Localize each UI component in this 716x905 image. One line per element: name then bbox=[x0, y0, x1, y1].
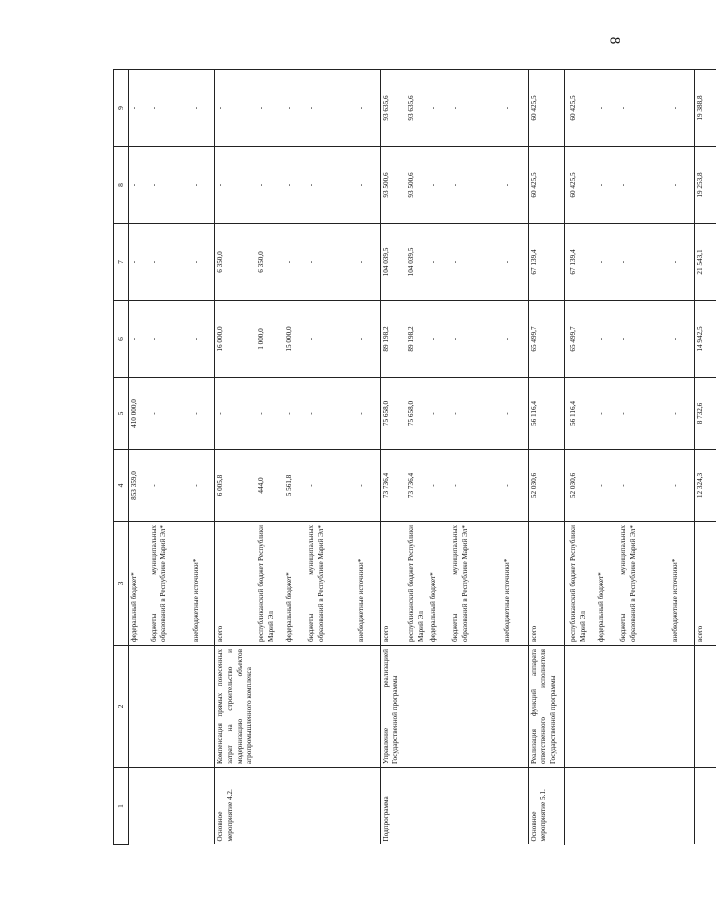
row-funding-source-cell: федеральный бюджет* bbox=[284, 522, 306, 646]
year-value-cell: 73 736,4 bbox=[406, 450, 428, 522]
table-row bbox=[406, 70, 428, 845]
year-value-cell: - bbox=[618, 70, 670, 147]
table-row bbox=[618, 70, 670, 845]
table-row bbox=[528, 70, 568, 845]
year-value-cell: - bbox=[502, 301, 528, 378]
year-value-cell: - bbox=[306, 224, 356, 301]
year-value-cell: 75 658,0 bbox=[380, 378, 406, 450]
table-row bbox=[450, 70, 502, 845]
row-description-cell bbox=[406, 646, 428, 768]
row-funding-source-cell: бюджеты муниципальных образований в Республике Марий Эл* bbox=[306, 522, 356, 646]
year-value-cell: 6 350,0 bbox=[215, 224, 256, 301]
column-header: 7 bbox=[114, 224, 129, 301]
year-value-cell: - bbox=[502, 378, 528, 450]
table-row bbox=[284, 70, 306, 845]
row-activity-cell: Подпрограмма bbox=[380, 768, 406, 845]
year-value-cell: - bbox=[596, 147, 618, 224]
year-value-cell: - bbox=[618, 224, 670, 301]
year-value-cell: - bbox=[450, 450, 502, 522]
year-value-cell: 6 005,8 bbox=[215, 450, 256, 522]
column-header: 1 bbox=[114, 768, 129, 845]
table-row bbox=[694, 70, 716, 845]
table-row bbox=[306, 70, 356, 845]
year-value-cell: 1 000,0 bbox=[256, 301, 284, 378]
row-activity-cell bbox=[670, 768, 694, 845]
year-value-cell: - bbox=[149, 70, 191, 147]
row-activity-cell bbox=[191, 768, 215, 845]
row-description-cell: Управление реализацией Государственной программы bbox=[380, 646, 406, 768]
year-value-cell: - bbox=[191, 70, 215, 147]
table-row bbox=[149, 70, 191, 845]
budget-table bbox=[113, 69, 716, 845]
year-value-cell: 410 000,0 bbox=[129, 378, 149, 450]
year-value-cell: - bbox=[596, 450, 618, 522]
year-value-cell: - bbox=[502, 70, 528, 147]
year-value-cell: - bbox=[256, 147, 284, 224]
year-value-cell: - bbox=[596, 224, 618, 301]
column-header: 9 bbox=[114, 70, 129, 147]
row-funding-source-cell: федеральный бюджет* bbox=[596, 522, 618, 646]
row-funding-source-cell: внебюджетные источники* bbox=[356, 522, 380, 646]
table-row bbox=[596, 70, 618, 845]
year-value-cell: 6 350,0 bbox=[256, 224, 284, 301]
row-description-cell bbox=[502, 646, 528, 768]
year-value-cell: 60 425,5 bbox=[528, 70, 568, 147]
year-value-cell: 93 635,6 bbox=[406, 70, 428, 147]
page-number: 8 bbox=[606, 36, 623, 45]
year-value-cell: - bbox=[450, 147, 502, 224]
year-value-cell: 75 658,0 bbox=[406, 378, 428, 450]
year-value-cell: - bbox=[356, 450, 380, 522]
year-value-cell: - bbox=[129, 301, 149, 378]
row-activity-cell bbox=[406, 768, 428, 845]
column-header: 5 bbox=[114, 378, 129, 450]
year-value-cell: - bbox=[428, 147, 450, 224]
rotated-page-content bbox=[113, 70, 704, 845]
year-value-cell: - bbox=[191, 301, 215, 378]
row-activity-cell: Основное мероприятие 4.2. bbox=[215, 768, 256, 845]
year-value-cell: - bbox=[618, 301, 670, 378]
year-value-cell: - bbox=[149, 450, 191, 522]
year-value-cell: 60 425,5 bbox=[568, 70, 596, 147]
table-row bbox=[670, 70, 694, 845]
year-value-cell: 853 359,0 bbox=[129, 450, 149, 522]
year-value-cell: - bbox=[306, 147, 356, 224]
year-value-cell: - bbox=[618, 147, 670, 224]
row-description-cell bbox=[670, 646, 694, 768]
year-value-cell: 104 039,5 bbox=[406, 224, 428, 301]
row-activity-cell bbox=[256, 768, 284, 845]
year-value-cell: 15 000,0 bbox=[284, 301, 306, 378]
year-value-cell: 8 732,6 bbox=[694, 378, 716, 450]
year-value-cell: - bbox=[502, 147, 528, 224]
year-value-cell: 16 000,0 bbox=[215, 301, 256, 378]
year-value-cell: - bbox=[284, 224, 306, 301]
row-funding-source-cell: внебюджетные источники* bbox=[670, 522, 694, 646]
year-value-cell: - bbox=[215, 70, 256, 147]
column-header: 8 bbox=[114, 147, 129, 224]
table-row bbox=[256, 70, 284, 845]
row-funding-source-cell: бюджеты муниципальных образований в Республике Марий Эл* bbox=[149, 522, 191, 646]
table-bottom-rule bbox=[564, 70, 565, 845]
row-activity-cell bbox=[306, 768, 356, 845]
table-body bbox=[114, 70, 716, 845]
year-value-cell: - bbox=[618, 450, 670, 522]
year-value-cell: 60 425,5 bbox=[568, 147, 596, 224]
year-value-cell: - bbox=[129, 70, 149, 147]
row-activity-cell bbox=[568, 768, 596, 845]
year-value-cell: - bbox=[596, 70, 618, 147]
row-funding-source-cell: внебюджетные источники* bbox=[191, 522, 215, 646]
year-value-cell: 21 543,1 bbox=[694, 224, 716, 301]
year-value-cell: 93 500,6 bbox=[406, 147, 428, 224]
year-value-cell: 52 030,6 bbox=[568, 450, 596, 522]
year-value-cell: 5 561,8 bbox=[284, 450, 306, 522]
year-value-cell: 104 039,5 bbox=[380, 224, 406, 301]
row-funding-source-cell: всего bbox=[380, 522, 406, 646]
year-value-cell: - bbox=[215, 147, 256, 224]
year-value-cell: - bbox=[670, 378, 694, 450]
year-value-cell: - bbox=[670, 450, 694, 522]
table-row bbox=[215, 70, 256, 845]
year-value-cell: - bbox=[149, 224, 191, 301]
year-value-cell: - bbox=[149, 378, 191, 450]
row-description-cell bbox=[306, 646, 356, 768]
year-value-cell: 67 139,4 bbox=[568, 224, 596, 301]
row-funding-source-cell: бюджеты муниципальных образований в Республике Марий Эл* bbox=[618, 522, 670, 646]
year-value-cell: - bbox=[149, 301, 191, 378]
year-value-cell: - bbox=[596, 301, 618, 378]
year-value-cell: 60 425,5 bbox=[528, 147, 568, 224]
header-row bbox=[114, 70, 129, 845]
row-description-cell bbox=[191, 646, 215, 768]
year-value-cell: 444,0 bbox=[256, 450, 284, 522]
year-value-cell: - bbox=[284, 147, 306, 224]
year-value-cell: 19 388,8 bbox=[694, 70, 716, 147]
year-value-cell: - bbox=[428, 301, 450, 378]
year-value-cell: - bbox=[356, 147, 380, 224]
row-funding-source-cell: федеральный бюджет* bbox=[428, 522, 450, 646]
year-value-cell: 89 198,2 bbox=[406, 301, 428, 378]
year-value-cell: 56 116,4 bbox=[568, 378, 596, 450]
row-activity-cell bbox=[596, 768, 618, 845]
year-value-cell: - bbox=[306, 70, 356, 147]
year-value-cell: - bbox=[306, 301, 356, 378]
year-value-cell: - bbox=[502, 450, 528, 522]
year-value-cell: - bbox=[356, 70, 380, 147]
year-value-cell: 67 139,4 bbox=[528, 224, 568, 301]
year-value-cell: - bbox=[191, 224, 215, 301]
year-value-cell: - bbox=[284, 378, 306, 450]
year-value-cell: 65 499,7 bbox=[528, 301, 568, 378]
row-description-cell bbox=[450, 646, 502, 768]
year-value-cell: - bbox=[256, 378, 284, 450]
row-activity-cell bbox=[694, 768, 716, 845]
row-description-cell bbox=[694, 646, 716, 768]
table-row bbox=[380, 70, 406, 845]
row-activity-cell bbox=[356, 768, 380, 845]
year-value-cell: - bbox=[191, 378, 215, 450]
table-row bbox=[568, 70, 596, 845]
row-funding-source-cell: всего bbox=[528, 522, 568, 646]
year-value-cell: - bbox=[215, 378, 256, 450]
year-value-cell: - bbox=[450, 301, 502, 378]
year-value-cell: - bbox=[670, 224, 694, 301]
year-value-cell: - bbox=[670, 70, 694, 147]
year-value-cell: - bbox=[450, 70, 502, 147]
column-header: 3 bbox=[114, 522, 129, 646]
year-value-cell: 89 198,2 bbox=[380, 301, 406, 378]
row-description-cell bbox=[596, 646, 618, 768]
year-value-cell: - bbox=[191, 450, 215, 522]
year-value-cell: - bbox=[428, 378, 450, 450]
table-row bbox=[502, 70, 528, 845]
year-value-cell: 14 942,5 bbox=[694, 301, 716, 378]
row-funding-source-cell: республиканский бюджет Республики Марий Эл bbox=[256, 522, 284, 646]
row-description-cell bbox=[129, 646, 149, 768]
row-activity-cell bbox=[618, 768, 670, 845]
row-funding-source-cell: республиканский бюджет Республики Марий Эл bbox=[568, 522, 596, 646]
row-description-cell bbox=[568, 646, 596, 768]
year-value-cell: 93 635,6 bbox=[380, 70, 406, 147]
row-activity-cell bbox=[428, 768, 450, 845]
year-value-cell: - bbox=[129, 147, 149, 224]
column-header: 4 bbox=[114, 450, 129, 522]
row-activity-cell bbox=[284, 768, 306, 845]
year-value-cell: 52 030,6 bbox=[528, 450, 568, 522]
table-row bbox=[129, 70, 149, 845]
row-funding-source-cell: всего bbox=[694, 522, 716, 646]
row-funding-source-cell: республиканский бюджет Республики Марий Эл bbox=[406, 522, 428, 646]
row-description-cell bbox=[428, 646, 450, 768]
year-value-cell: - bbox=[306, 450, 356, 522]
year-value-cell: 19 253,8 bbox=[694, 147, 716, 224]
year-value-cell: - bbox=[284, 70, 306, 147]
year-value-cell: - bbox=[129, 224, 149, 301]
row-description-cell bbox=[618, 646, 670, 768]
table-row bbox=[428, 70, 450, 845]
year-value-cell: - bbox=[428, 450, 450, 522]
row-activity-cell bbox=[450, 768, 502, 845]
row-activity-cell bbox=[149, 768, 191, 845]
row-funding-source-cell: бюджеты муниципальных образований в Республике Марий Эл* bbox=[450, 522, 502, 646]
year-value-cell: - bbox=[670, 147, 694, 224]
year-value-cell: - bbox=[256, 70, 284, 147]
year-value-cell: - bbox=[306, 378, 356, 450]
year-value-cell: - bbox=[502, 224, 528, 301]
year-value-cell: - bbox=[450, 224, 502, 301]
year-value-cell: - bbox=[356, 378, 380, 450]
year-value-cell: - bbox=[670, 301, 694, 378]
year-value-cell: 93 500,6 bbox=[380, 147, 406, 224]
row-funding-source-cell: федеральный бюджет* bbox=[129, 522, 149, 646]
year-value-cell: - bbox=[618, 378, 670, 450]
table-row bbox=[356, 70, 380, 845]
year-value-cell: - bbox=[191, 147, 215, 224]
row-description-cell bbox=[284, 646, 306, 768]
year-value-cell: 12 324,3 bbox=[694, 450, 716, 522]
year-value-cell: - bbox=[596, 378, 618, 450]
column-header: 2 bbox=[114, 646, 129, 768]
row-activity-cell: Основное мероприятие 5.1. bbox=[528, 768, 568, 845]
row-description-cell bbox=[256, 646, 284, 768]
row-funding-source-cell: всего bbox=[215, 522, 256, 646]
row-description-cell: Компенсация прямых понесенных затрат на строительство и модернизацию объектов агропромышленного комплекса bbox=[215, 646, 256, 768]
table-row bbox=[191, 70, 215, 845]
year-value-cell: 65 499,7 bbox=[568, 301, 596, 378]
year-value-cell: - bbox=[149, 147, 191, 224]
year-value-cell: - bbox=[356, 301, 380, 378]
row-funding-source-cell: внебюджетные источники* bbox=[502, 522, 528, 646]
row-description-cell bbox=[356, 646, 380, 768]
year-value-cell: 73 736,4 bbox=[380, 450, 406, 522]
year-value-cell: - bbox=[428, 70, 450, 147]
row-description-cell bbox=[149, 646, 191, 768]
year-value-cell: - bbox=[356, 224, 380, 301]
year-value-cell: - bbox=[450, 378, 502, 450]
column-header: 6 bbox=[114, 301, 129, 378]
row-activity-cell bbox=[129, 768, 149, 845]
year-value-cell: - bbox=[428, 224, 450, 301]
row-description-cell: Реализация функций аппарата ответственного исполнителя Государственной программы bbox=[528, 646, 568, 768]
year-value-cell: 56 116,4 bbox=[528, 378, 568, 450]
row-activity-cell bbox=[502, 768, 528, 845]
